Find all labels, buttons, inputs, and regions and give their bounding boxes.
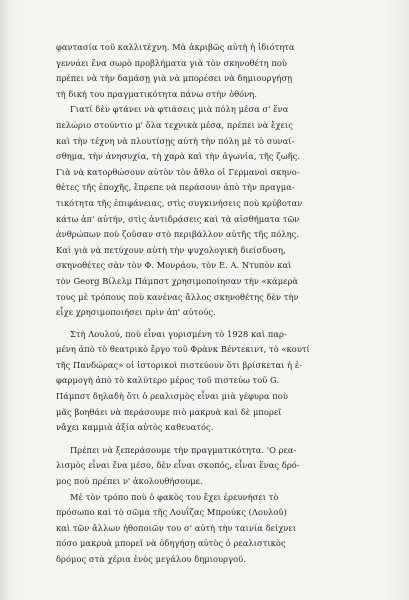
text-line: λισμὸς εἶναι ἕνα μέσο, δὲν εἶναι σκοπός, εἶναι ἕνας δρό- <box>56 460 300 471</box>
text-line: τὴ δική του πραγματικότητα πάνω στὴν ὀθόνη. <box>56 88 258 99</box>
text-line: τὸν Georg Βίλελμ Πάμπστ χρησιμοποίησαν τὴν «κάμερὰ <box>56 275 299 286</box>
paragraph-2 <box>56 102 367 320</box>
text-line: Πάμπστ δηλαδὴ ὅτι ὁ ρεαλισμὸς εἶναι μιὰ γέφυρα ποὺ <box>56 391 288 402</box>
text-line: Καὶ γιὰ νὰ πετύχουν αὐτὴ τὴν ψυχολογικὴ διείσδυση, <box>56 244 286 255</box>
text-line: τικότητα τῆς ἐπιφάνειας, στὶς συγκινήσεις ποὺ κρύβοταν <box>56 197 303 208</box>
text-line: πόσο μακρυὰ μπορεῖ νὰ ὁδηγήσῃ αὐτὸς ὁ ρεαλιστικὸς <box>56 538 286 549</box>
text-line: πρέπει νὰ τὴν δαμάσῃ γιὰ νὰ μπορέσει νὰ δημιουργήσῃ <box>56 73 293 84</box>
text-line: Μὲ τὸν τρόπο ποὺ ὁ φακὸς του ἔχει ἐρευνήσει τὸ <box>70 491 279 502</box>
text-line: εἶχε χρησιμοποιήσει πρὶν ἀπ' αὐτούς. <box>56 307 216 318</box>
paragraph-3 <box>56 327 367 436</box>
text-line: κάτω ἀπ' αὐτήν, στὶς ἀντιδράσεις καὶ τὰ αἰσθήματα τῶν <box>56 213 300 224</box>
text-line: φαρμογὴ ἀπὸ τὸ καλύτερο μέρος τοῦ πιστεύω τοῦ G. <box>56 375 280 386</box>
paragraph-4 <box>56 443 367 490</box>
text-line: ἀνθρώπων ποὺ ζοῦσαν στὸ περιβάλλον αὐτῆς τῆς πόλης. <box>56 229 300 240</box>
text-line: μένη ἀπὸ τὸ θεατρικὸ ἔργο τοῦ Φρὰνκ Βέντεκιντ, τὸ «κουτί <box>56 344 310 355</box>
text-line: γεννάει ἕνα σωρὸ προβλήματα γιὰ τὸν σκηνοθέτη ποὺ <box>56 57 287 68</box>
text-line: θέτες τῆς ἐποχῆς, ἔπρεπε νὰ περάσουν ἀπὸ τὴν πραγμα- <box>56 182 295 193</box>
text-line: Στὴ Λουλού, ποὺ εἶναι γυρισμένη τὸ 1928 καὶ παρ- <box>70 328 287 339</box>
text-line: Γιὰ νὰ κατορθώσουν αὐτὸν τὸν ἄθλο οἱ Γερμανοὶ σκηνο- <box>56 166 300 177</box>
text-line: πρόσωπο καὶ τὸ σῶμα τῆς Λουΐζας Μπρούκς (Λουλοῦ) <box>56 507 287 518</box>
paragraph-1 <box>56 40 367 102</box>
text-line: μος ποὺ πρέπει ν' ἀκολουθήσουμε. <box>56 476 203 487</box>
text-line: μᾶς βοηθάει νὰ περάσουμε πιὸ μακρυὰ καὶ δὲ μπορεῖ <box>56 406 282 417</box>
page-shadow <box>0 0 10 600</box>
text-line: καὶ τὴν τέχνη νὰ πλουτίσῃς αὐτὴ τὴν πόλη μὲ τὸ συναί- <box>56 135 295 146</box>
text-line: Γιατί δὲν φτάνει νὰ φτιάσεις μιὰ πόλη μέσα σ' ἕνα <box>70 104 289 115</box>
text-line: πελώριο στούντιο μ' ὅλα τεχνικὰ μέσα, πρέπει νὰ ἔχεις <box>56 119 293 130</box>
text-line: φαντασία τοῦ καλλιτέχνη. Μὰ ἀκριβῶς αὐτὴ ἡ ἰδιότητα <box>56 42 295 52</box>
text-line: Πρέπει νὰ ξεπεράσουμε τὴν πραγματικότητα. 'Ο ρεα- <box>70 444 297 455</box>
text-line: σκηνοθέτες σὰν τὸν Φ. Μονράου, τὸν Ε. Α. Ντυπὸν καὶ <box>56 260 292 271</box>
text-line: τῆς Πανδώρας» οἱ ἱστορικοὶ πιστεύουν ὅτι βρίσκεται ἡ ἐ- <box>56 359 303 370</box>
text-line: νἄχει καμμιὰ ἀξία αὐτὸς καθευατός. <box>56 422 214 433</box>
text-line: καὶ τῶν ἄλλων ἡθοποιῶν του σ' αὐτὴ τὴν ταινία δείχνει <box>56 522 297 533</box>
paragraph-5 <box>56 490 367 568</box>
text-line: σθημα, τὴν ἀνησυχία, τὴ χαρὰ καὶ τὴν ἀγωνία, τῆς ζωῆς. <box>56 151 301 162</box>
text-line: δρόμος στὰ χέρια ἑνὸς μεγάλου δημιουργοῦ. <box>56 554 246 564</box>
text-line: τους μὲ τρόπους ποὺ κανένας ἄλλος σκηνοθέτης δὲν τὴν <box>56 291 299 302</box>
